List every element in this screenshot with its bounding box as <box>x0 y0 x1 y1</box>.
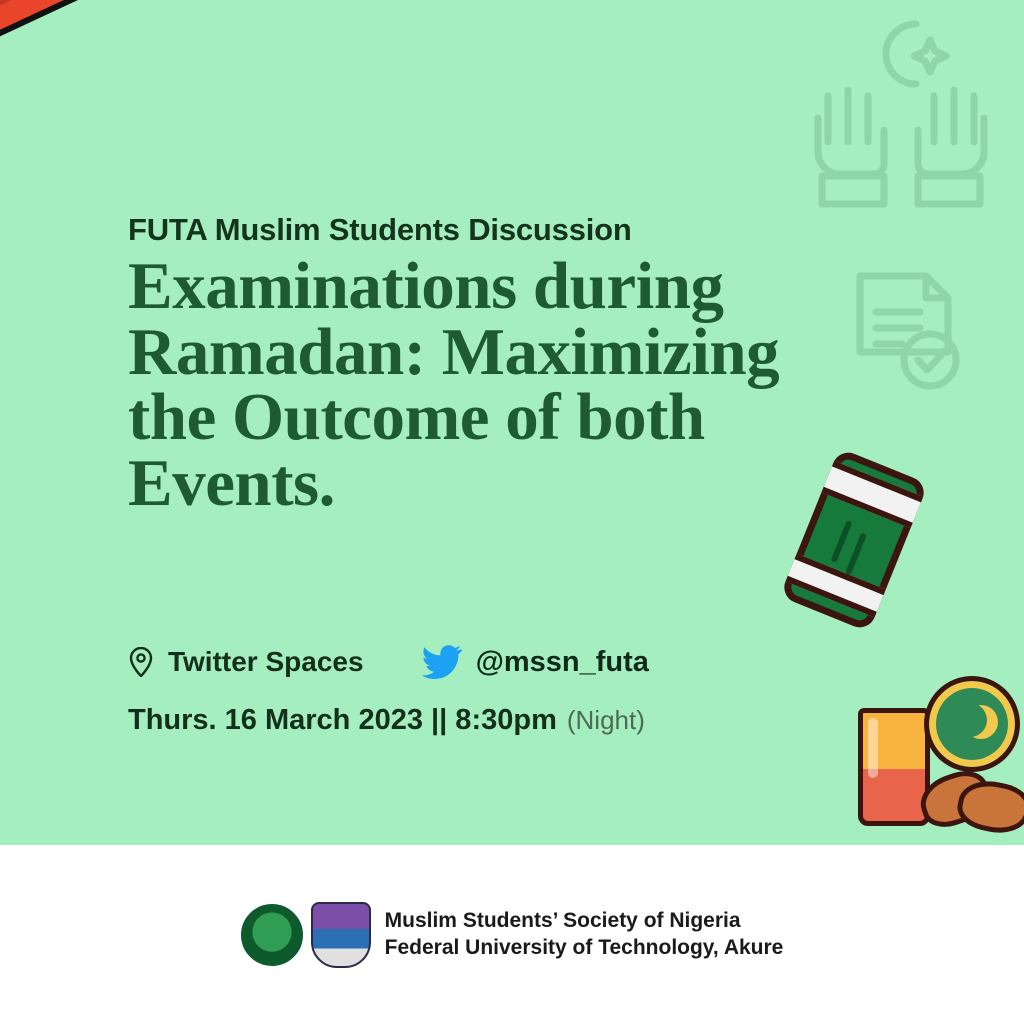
pencil-icon <box>0 0 376 77</box>
ramadan-badge-icon <box>924 676 1020 772</box>
schedule-row <box>128 704 645 737</box>
twitter-handle: @mssn_futa <box>475 645 649 678</box>
pencil-stripe <box>0 0 359 49</box>
futa-shield-logo <box>311 902 371 968</box>
praying-hands-icon <box>806 84 996 214</box>
event-time-note: (Night) <box>566 705 645 735</box>
poster-kicker: FUTA Muslim Students Discussion <box>128 212 632 247</box>
platform-row <box>128 645 649 679</box>
location-label: Twitter Spaces <box>168 646 364 677</box>
badge-crescent-icon <box>953 703 987 737</box>
poster-footer <box>0 845 1024 1024</box>
twitter-bird-icon <box>422 645 462 679</box>
exam-sheet-check-icon <box>846 268 966 393</box>
footer-org-line-2: Federal University of Technology, Akure <box>384 935 784 959</box>
footer-organization <box>385 908 784 961</box>
glass-shine <box>868 718 878 778</box>
iftar-illustration <box>846 670 1024 845</box>
poster-headline: Examinations during Ramadan: Maximizing the Outcome of both Events. <box>128 249 780 520</box>
mssn-crest-logo <box>241 904 303 966</box>
crescent-moon-and-star-icon <box>858 14 954 94</box>
footer-logos <box>241 902 371 968</box>
poster-text-block <box>128 212 828 520</box>
footer-org-line-1: Muslim Students’ Society of Nigeria <box>384 909 741 933</box>
pencil-and-ruler-illustration <box>0 0 460 230</box>
location-pin-icon <box>128 647 154 677</box>
event-datetime: Thurs. 16 March 2023 || 8:30pm <box>128 704 557 736</box>
